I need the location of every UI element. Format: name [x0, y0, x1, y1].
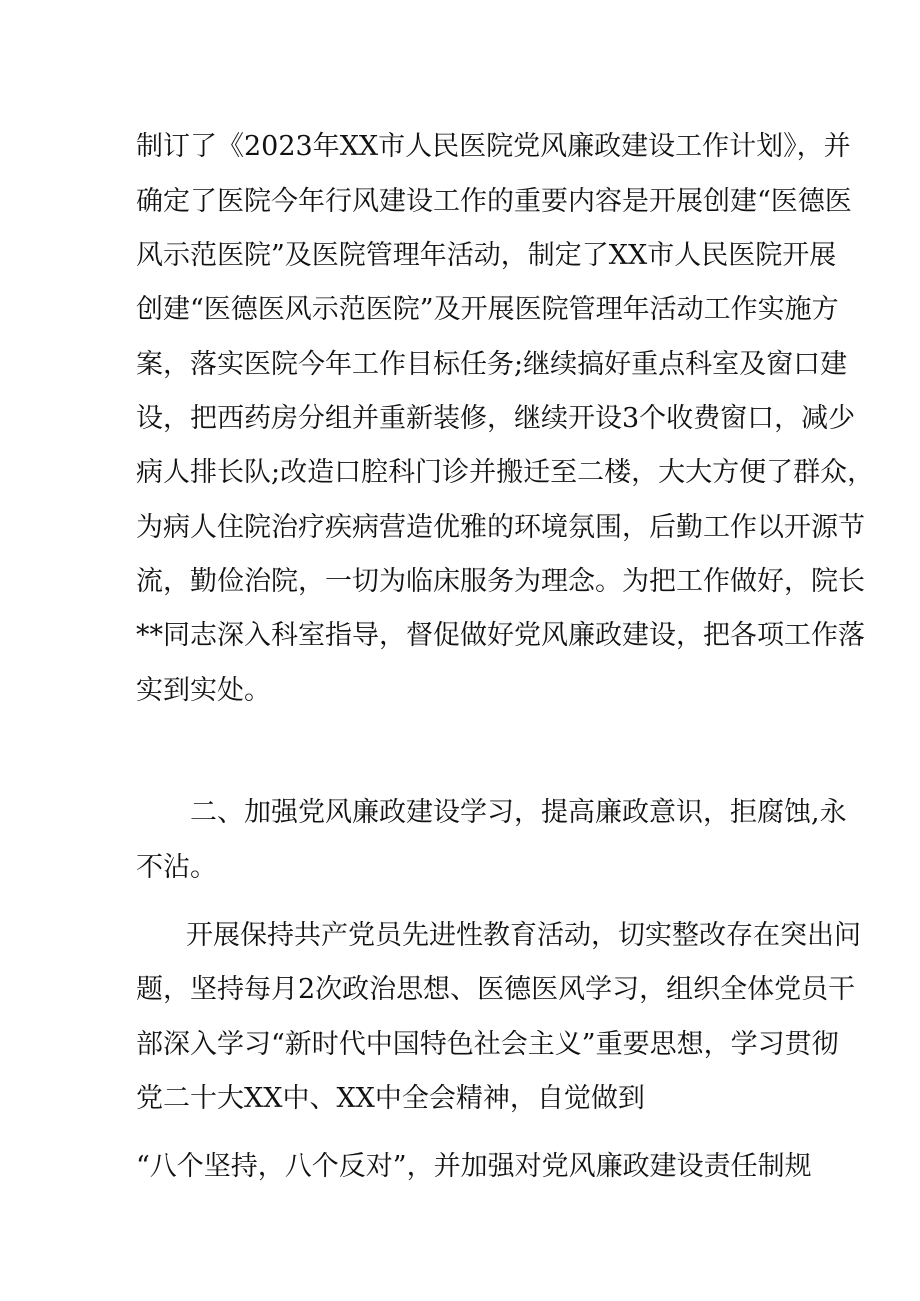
text-line: 党二十大XX中、XX中全会精神，自觉做到: [136, 1083, 645, 1114]
text-line: 为病人住院治疗疾病营造优雅的环境氛围，后勤工作以开源节: [136, 512, 865, 543]
section-heading-line: 二、加强党风廉政建设学习，提高廉政意识，拒腐蚀,永: [190, 797, 847, 828]
section-heading-line: 不沾。: [136, 852, 217, 883]
text-line: 设，把西药房分组并重新装修，继续开设3个收费窗口，减少: [136, 403, 856, 434]
text-line: 部深入学习“新时代中国特色社会主义”重要思想，学习贯彻: [136, 1029, 839, 1060]
text-line: 案，落实医院今年工作目标任务;继续搞好重点科室及窗口建: [136, 349, 848, 380]
text-line: 风示范医院”及医院管理年活动，制定了XX市人民医院开展: [136, 240, 837, 271]
text-line: 确定了医院今年行风建设工作的重要内容是开展创建“医德医: [136, 186, 852, 217]
text-line: “八个坚持，八个反对”，并加强对党风廉政建设责任制规: [136, 1151, 812, 1182]
text-line: 开展保持共产党员先进性教育活动，切实整改存在突出问: [186, 920, 861, 951]
text-line: 创建“医德医风示范医院”及开展医院管理年活动工作实施方: [136, 294, 839, 325]
text-line: 病人排长队;改造口腔科门诊并搬迁至二楼，大大方便了群众，: [136, 457, 875, 488]
text-line: **同志深入科室指导，督促做好党风廉政建设，把各项工作落: [136, 620, 865, 651]
text-line: 流，勤俭治院，一切为临床服务为理念。为把工作做好，院长: [136, 566, 865, 597]
text-line: 题，坚持每月2次政治思想、医德医风学习，组织全体党员干: [136, 974, 856, 1005]
text-line: 实到实处。: [136, 675, 271, 706]
text-line: 制订了《2023年XX市人民医院党风廉政建设工作计划》，并: [136, 131, 851, 162]
